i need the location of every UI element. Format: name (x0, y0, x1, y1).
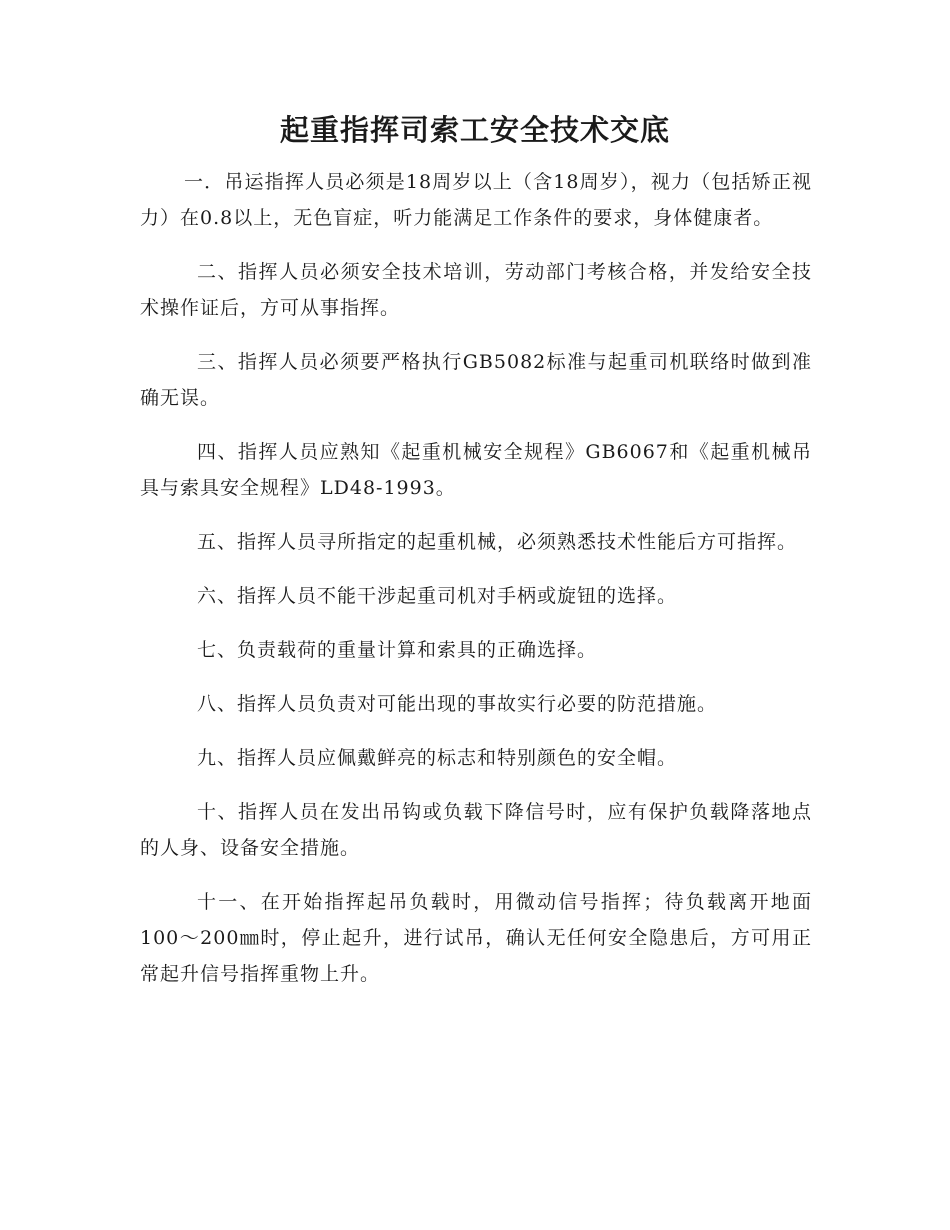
paragraph-5: 五、指挥人员寻所指定的起重机械，必须熟悉技术性能后方可指挥。 (197, 531, 798, 553)
paragraph-9: 九、指挥人员应佩戴鲜亮的标志和特别颜色的安全帽。 (197, 747, 678, 769)
paragraph-7: 七、负责载荷的重量计算和索具的正确选择。 (197, 639, 598, 661)
paragraph-4: 四、指挥人员应熟知《起重机械安全规程》GB6067和《起重机械吊具与索具安全规程》LD48-1993。 (140, 441, 812, 499)
paragraph-2: 二、指挥人员必须安全技术培训，劳动部门考核合格，并发给安全技术操作证后，方可从事指挥。 (140, 261, 812, 319)
paragraph-6: 六、指挥人员不能干涉起重司机对手柄或旋钮的选择。 (197, 585, 678, 607)
paragraph-8: 八、指挥人员负责对可能出现的事故实行必要的防范措施。 (197, 693, 718, 715)
paragraph-1: 一．吊运指挥人员必须是18周岁以上（含18周岁），视力（包括矫正视力）在0.8以上，无色盲症，听力能满足工作条件的要求，身体健康者。 (140, 171, 812, 229)
document-title: 起重指挥司索工安全技术交底 (279, 113, 670, 147)
document-body (140, 164, 812, 1010)
paragraph-3: 三、指挥人员必须要严格执行GB5082标准与起重司机联络时做到准确无误。 (140, 351, 812, 409)
paragraph-11: 十一、在开始指挥起吊负载时，用微动信号指挥；待负载离开地面100～200㎜时，停止起升，进行试吊，确认无任何安全隐患后，方可用正常起升信号指挥重物上升。 (140, 891, 812, 985)
paragraph-10: 十、指挥人员在发出吊钩或负载下降信号时，应有保护负载降落地点的人身、设备安全措施。 (140, 801, 812, 859)
